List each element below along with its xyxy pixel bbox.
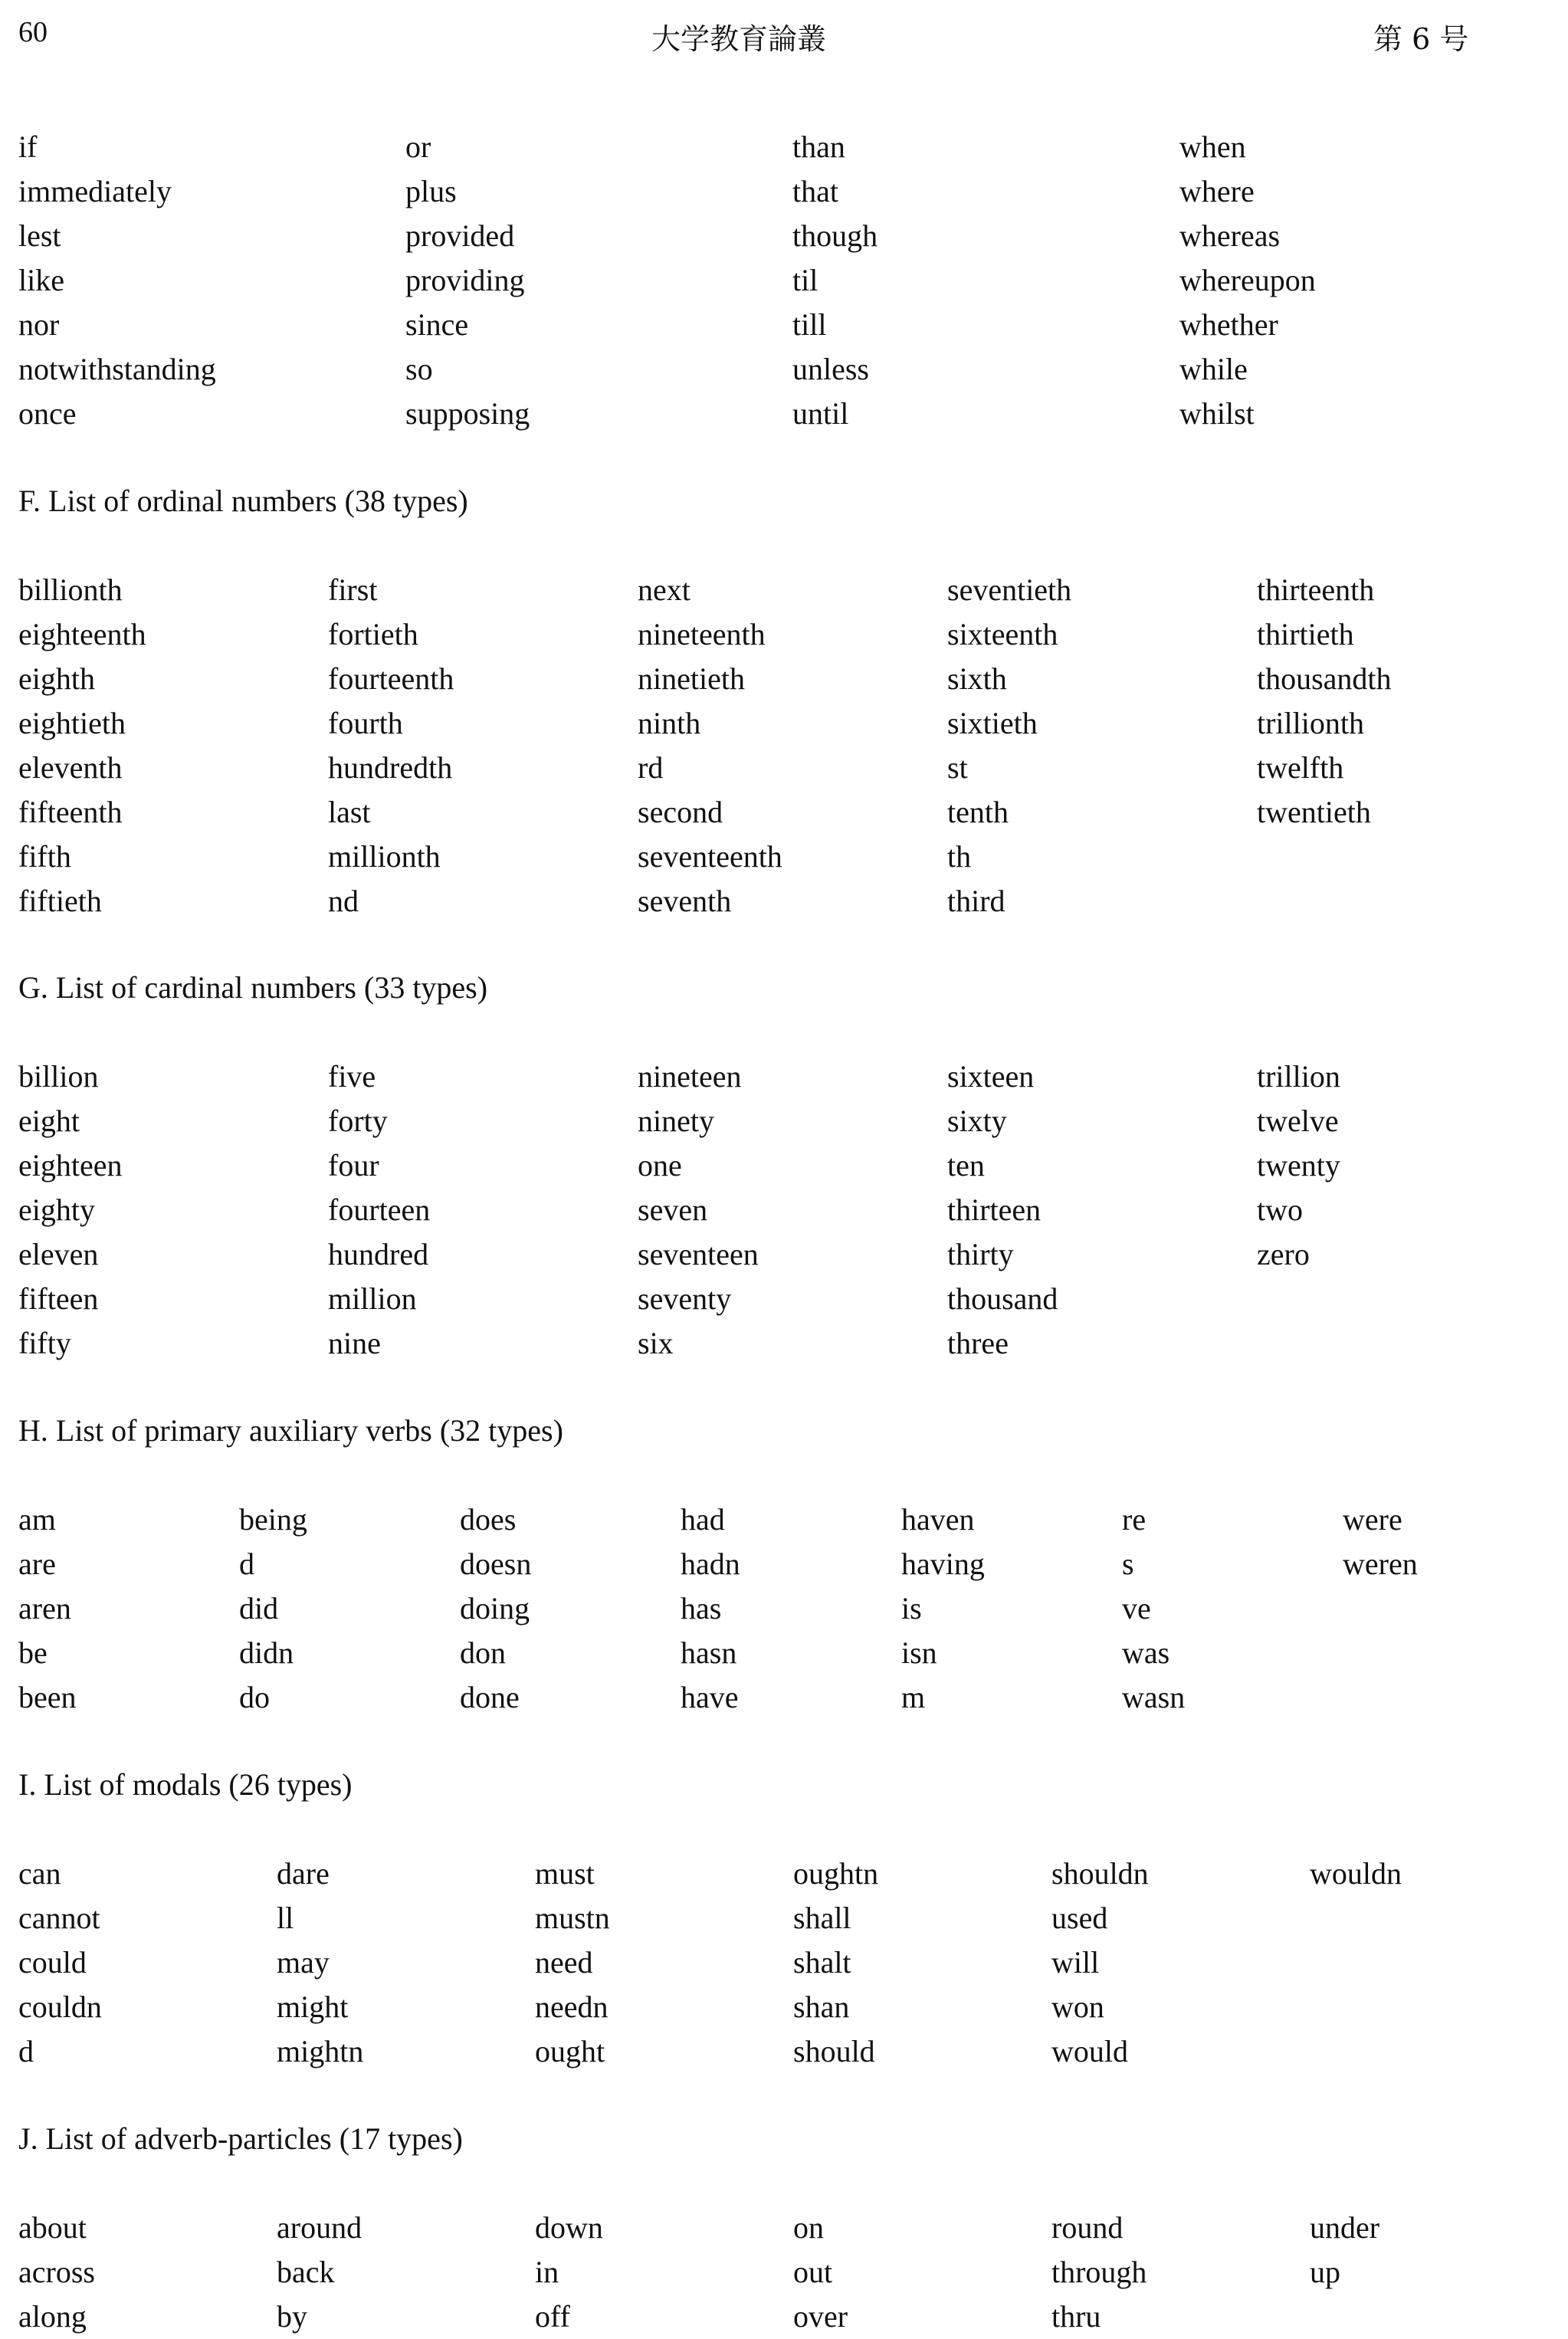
list-item: billion	[18, 1059, 99, 1094]
list-item: plus	[405, 174, 457, 208]
list-item: doing	[460, 1591, 530, 1625]
list-item: sixth	[947, 661, 1007, 696]
list-item: did	[239, 1591, 279, 1625]
list-item: aren	[18, 1591, 71, 1625]
list-item: next	[638, 572, 691, 607]
list-item: notwithstanding	[18, 352, 216, 386]
list-item: forty	[328, 1104, 388, 1138]
conjunction-list	[18, 125, 1566, 436]
list-item: eighth	[18, 661, 95, 696]
list-item: round	[1051, 2210, 1124, 2245]
list-item: unless	[792, 352, 869, 386]
list-item: twelfth	[1257, 750, 1344, 785]
list-item: in	[535, 2255, 559, 2289]
list-item: don	[460, 1635, 506, 1670]
list-item: providing	[405, 263, 525, 297]
list-item: twentieth	[1257, 795, 1371, 829]
list-item: needn	[535, 1990, 609, 2024]
list-item: won	[1051, 1990, 1104, 2024]
list-item: provided	[405, 218, 515, 253]
section-heading-ordinal: F. List of ordinal numbers (38 types)	[18, 484, 468, 518]
list-item: dare	[277, 1856, 330, 1891]
list-item: can	[18, 1856, 61, 1891]
cardinal-number-list	[18, 1055, 1566, 1366]
list-item: nine	[328, 1326, 381, 1360]
list-item: wasn	[1122, 1680, 1186, 1714]
list-item: fourteenth	[328, 661, 454, 696]
list-item: down	[535, 2210, 603, 2245]
list-item: cannot	[18, 1901, 100, 1935]
list-item: ought	[535, 2034, 605, 2068]
list-item: eleventh	[18, 750, 123, 785]
list-item: first	[328, 572, 378, 607]
list-item: fortieth	[328, 617, 418, 651]
list-item: about	[18, 2210, 87, 2245]
list-item: am	[18, 1502, 56, 1537]
list-item: fifteen	[18, 1281, 99, 1316]
list-item: sixtieth	[947, 706, 1038, 740]
list-item: is	[901, 1591, 922, 1625]
list-item: eight	[18, 1104, 80, 1138]
list-item: across	[18, 2255, 95, 2289]
list-item: trillionth	[1257, 706, 1364, 740]
list-item: s	[1122, 1547, 1134, 1581]
list-item: trillion	[1257, 1059, 1340, 1094]
section-heading-adverb-particles: J. List of adverb-particles (17 types)	[18, 2121, 463, 2156]
list-item: twenty	[1257, 1148, 1340, 1183]
list-item: re	[1122, 1502, 1146, 1537]
list-item: ninetieth	[638, 661, 745, 696]
section-heading-cardinal: G. List of cardinal numbers (33 types)	[18, 970, 488, 1005]
list-item: seventeenth	[638, 839, 782, 874]
list-item: billionth	[18, 572, 123, 607]
list-item: shan	[793, 1990, 850, 2024]
list-item: under	[1310, 2210, 1380, 2245]
list-item: seventieth	[947, 572, 1072, 607]
list-item: weren	[1343, 1547, 1418, 1581]
list-item: been	[18, 1680, 77, 1714]
list-item: would	[1051, 2034, 1128, 2068]
list-item: should	[793, 2034, 875, 2068]
list-item: done	[460, 1680, 520, 1714]
list-item: hundred	[328, 1237, 429, 1271]
list-item: seventy	[638, 1281, 732, 1316]
list-item: six	[638, 1326, 674, 1360]
list-item: eighteen	[18, 1148, 123, 1183]
list-item: used	[1051, 1901, 1108, 1935]
list-item: fifty	[18, 1326, 71, 1360]
list-item: thirtieth	[1257, 617, 1354, 651]
list-item: nineteen	[638, 1059, 742, 1094]
list-item: could	[18, 1945, 87, 1980]
list-item: do	[239, 1680, 270, 1714]
list-item: wouldn	[1310, 1856, 1402, 1891]
list-item: seven	[638, 1192, 708, 1227]
list-item: d	[18, 2034, 34, 2068]
list-item: mustn	[535, 1901, 610, 1935]
list-item: eightieth	[18, 706, 126, 740]
list-item: whether	[1179, 307, 1278, 342]
list-item: supposing	[405, 396, 530, 431]
list-item: rd	[638, 750, 664, 785]
list-item: back	[277, 2255, 335, 2289]
list-item: does	[460, 1502, 517, 1537]
list-item: that	[792, 174, 838, 208]
list-item: four	[328, 1148, 379, 1183]
list-item: whereupon	[1179, 263, 1316, 297]
list-item: must	[535, 1856, 595, 1891]
list-item: third	[947, 884, 1005, 918]
list-item: fourth	[328, 706, 403, 740]
list-item: being	[239, 1502, 307, 1537]
list-item: might	[277, 1990, 349, 2024]
list-item: three	[947, 1326, 1009, 1360]
list-item: five	[328, 1059, 376, 1094]
list-item: seventh	[638, 884, 732, 918]
list-item: ten	[947, 1148, 985, 1183]
list-item: by	[277, 2299, 307, 2334]
list-item: where	[1179, 174, 1255, 208]
list-item: d	[239, 1547, 254, 1581]
list-item: eighty	[18, 1192, 95, 1227]
list-item: till	[792, 307, 827, 342]
list-item: while	[1179, 352, 1248, 386]
list-item: couldn	[18, 1990, 102, 2024]
journal-title: 大学教育論叢	[651, 22, 827, 56]
list-item: were	[1343, 1502, 1402, 1537]
list-item: need	[535, 1945, 593, 1980]
list-item: isn	[901, 1635, 937, 1670]
list-item: eighteenth	[18, 617, 146, 651]
list-item: along	[18, 2299, 87, 2334]
list-item: ninety	[638, 1104, 714, 1138]
list-item: had	[681, 1502, 725, 1537]
list-item: twelve	[1257, 1104, 1339, 1138]
list-item: one	[638, 1148, 682, 1183]
list-item: though	[792, 218, 878, 253]
list-item: th	[947, 839, 972, 874]
list-item: may	[277, 1945, 330, 1980]
auxiliary-verb-list	[18, 1498, 1566, 1720]
list-item: sixteenth	[947, 617, 1058, 651]
list-item: nd	[328, 884, 359, 918]
page-header	[18, 15, 1475, 54]
list-item: whereas	[1179, 218, 1281, 253]
list-item: off	[535, 2299, 570, 2334]
list-item: are	[18, 1547, 56, 1581]
list-item: hasn	[681, 1635, 737, 1670]
list-item: thirteenth	[1257, 572, 1375, 607]
modal-list	[18, 1852, 1566, 2074]
list-item: than	[792, 130, 845, 164]
list-item: fifteenth	[18, 795, 123, 829]
list-item: millionth	[328, 839, 441, 874]
list-item: having	[901, 1547, 985, 1581]
list-item: shall	[793, 1901, 851, 1935]
list-item: doesn	[460, 1547, 532, 1581]
page-number: 60	[18, 16, 48, 48]
list-item: has	[681, 1591, 722, 1625]
list-item: like	[18, 263, 64, 297]
list-item: til	[792, 263, 818, 297]
list-item: once	[18, 396, 77, 431]
list-item: haven	[901, 1502, 975, 1537]
list-item: mightn	[277, 2034, 364, 2068]
list-item: be	[18, 1635, 48, 1670]
list-item: thousandth	[1257, 661, 1392, 696]
list-item: seventeen	[638, 1237, 759, 1271]
list-item: thousand	[947, 1281, 1058, 1316]
list-item: second	[638, 795, 723, 829]
list-item: shouldn	[1051, 1856, 1149, 1891]
section-heading-auxiliary: H. List of primary auxiliary verbs (32 types)	[18, 1413, 563, 1448]
list-item: nineteenth	[638, 617, 766, 651]
list-item: through	[1051, 2255, 1147, 2289]
list-item: fiftieth	[18, 884, 102, 918]
list-item: hadn	[681, 1547, 740, 1581]
list-item: was	[1122, 1635, 1170, 1670]
list-item: thru	[1051, 2299, 1101, 2334]
list-item: zero	[1257, 1237, 1310, 1271]
list-item: sixty	[947, 1104, 1007, 1138]
list-item: ll	[277, 1901, 294, 1935]
list-item: eleven	[18, 1237, 99, 1271]
list-item: if	[18, 130, 38, 164]
list-item: fifth	[18, 839, 71, 874]
list-item: over	[793, 2299, 848, 2334]
adverb-particle-list	[18, 2206, 1566, 2339]
list-item: when	[1179, 130, 1246, 164]
list-item: immediately	[18, 174, 172, 208]
section-heading-modals: I. List of modals (26 types)	[18, 1767, 353, 1802]
list-item: have	[681, 1680, 739, 1714]
list-item: tenth	[947, 795, 1009, 829]
list-item: thirty	[947, 1237, 1014, 1271]
list-item: lest	[18, 218, 61, 253]
list-item: million	[328, 1281, 417, 1316]
list-item: so	[405, 352, 433, 386]
list-item: thirteen	[947, 1192, 1042, 1227]
list-item: fourteen	[328, 1192, 431, 1227]
list-item: will	[1051, 1945, 1100, 1980]
list-item: st	[947, 750, 968, 785]
list-item: whilst	[1179, 396, 1255, 431]
list-item: didn	[239, 1635, 294, 1670]
list-item: around	[277, 2210, 362, 2245]
list-item: hundredth	[328, 750, 453, 785]
list-item: out	[793, 2255, 833, 2289]
list-item: sixteen	[947, 1059, 1035, 1094]
list-item: nor	[18, 307, 60, 342]
list-item: ninth	[638, 706, 701, 740]
issue-number: 第 6 号	[1373, 22, 1469, 56]
list-item: on	[793, 2210, 824, 2245]
list-item: two	[1257, 1192, 1303, 1227]
list-item: ve	[1122, 1591, 1151, 1625]
list-item: since	[405, 307, 469, 342]
list-item: m	[901, 1680, 926, 1714]
ordinal-number-list	[18, 568, 1566, 923]
list-item: shalt	[793, 1945, 851, 1980]
list-item: until	[792, 396, 849, 431]
list-item: or	[405, 130, 431, 164]
list-item: up	[1310, 2255, 1340, 2289]
list-item: oughtn	[793, 1856, 879, 1891]
list-item: last	[328, 795, 371, 829]
